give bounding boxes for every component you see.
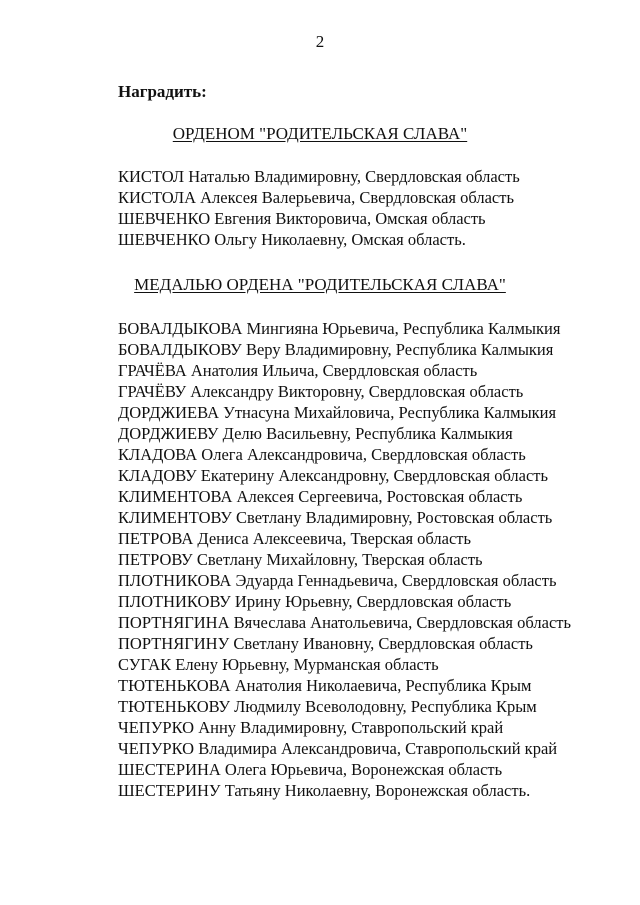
recipient-line: БОВАЛДЫКОВУ Веру Владимировну, Республика Калмыкия: [118, 340, 554, 359]
recipient-line: КЛИМЕНТОВА Алексея Сергеевича, Ростовская область: [118, 487, 523, 506]
recipient-line: ШЕСТЕРИНА Олега Юрьевича, Воронежская область: [118, 760, 503, 779]
order-section-title: ОРДЕНОМ "РОДИТЕЛЬСКАЯ СЛАВА": [172, 124, 468, 143]
recipient-line: СУГАК Елену Юрьевну, Мурманская область: [118, 655, 439, 674]
recipient-line: ТЮТЕНЬКОВУ Людмилу Всеволодовну, Республика Крым: [118, 697, 537, 716]
recipient-line: КИСТОЛА Алексея Валерьевича, Свердловская область: [118, 188, 514, 207]
medal-section-title: МЕДАЛЬЮ ОРДЕНА "РОДИТЕЛЬСКАЯ СЛАВА": [134, 275, 506, 294]
recipient-line: ШЕВЧЕНКО Ольгу Николаевну, Омская область.: [118, 230, 466, 249]
recipient-line: ДОРДЖИЕВА Утнасуна Михайловича, Республика Калмыкия: [118, 403, 557, 422]
recipient-line: ДОРДЖИЕВУ Делю Васильевну, Республика Калмыкия: [118, 424, 513, 443]
recipient-line: БОВАЛДЫКОВА Мингияна Юрьевича, Республика Калмыкия: [118, 319, 561, 338]
recipient-line: ШЕВЧЕНКО Евгения Викторовича, Омская область: [118, 209, 486, 228]
medal-recipient-list: [118, 318, 571, 801]
recipient-line: ЧЕПУРКО Анну Владимировну, Ставропольский край: [118, 718, 504, 737]
recipient-line: КЛАДОВА Олега Александровича, Свердловская область: [118, 445, 526, 464]
recipient-line: ГРАЧЁВА Анатолия Ильича, Свердловская область: [118, 361, 478, 380]
recipient-line: КЛАДОВУ Екатерину Александровну, Свердловская область: [118, 466, 549, 485]
recipient-line: ПЛОТНИКОВУ Ирину Юрьевну, Свердловская область: [118, 592, 512, 611]
recipient-line: ТЮТЕНЬКОВА Анатолия Николаевича, Республика Крым: [118, 676, 532, 695]
recipient-line: ГРАЧЁВУ Александру Викторовну, Свердловская область: [118, 382, 524, 401]
award-heading: Наградить:: [118, 82, 207, 101]
page-number: 2: [315, 32, 325, 51]
recipient-line: ПОРТНЯГИНА Вячеслава Анатольевича, Свердловская область: [118, 613, 572, 632]
recipient-line: ШЕСТЕРИНУ Татьяну Николаевну, Воронежская область.: [118, 781, 531, 800]
recipient-line: ПЛОТНИКОВА Эдуарда Геннадьевича, Свердловская область: [118, 571, 557, 590]
recipient-line: ПЕТРОВУ Светлану Михайловну, Тверская область: [118, 550, 483, 569]
recipient-line: ПОРТНЯГИНУ Светлану Ивановну, Свердловская область: [118, 634, 533, 653]
recipient-line: ЧЕПУРКО Владимира Александровича, Ставропольский край: [118, 739, 558, 758]
order-recipient-list: [118, 166, 520, 250]
recipient-line: КИСТОЛ Наталью Владимировну, Свердловская область: [118, 167, 520, 186]
recipient-line: КЛИМЕНТОВУ Светлану Владимировну, Ростовская область: [118, 508, 553, 527]
recipient-line: ПЕТРОВА Дениса Алексеевича, Тверская область: [118, 529, 472, 548]
